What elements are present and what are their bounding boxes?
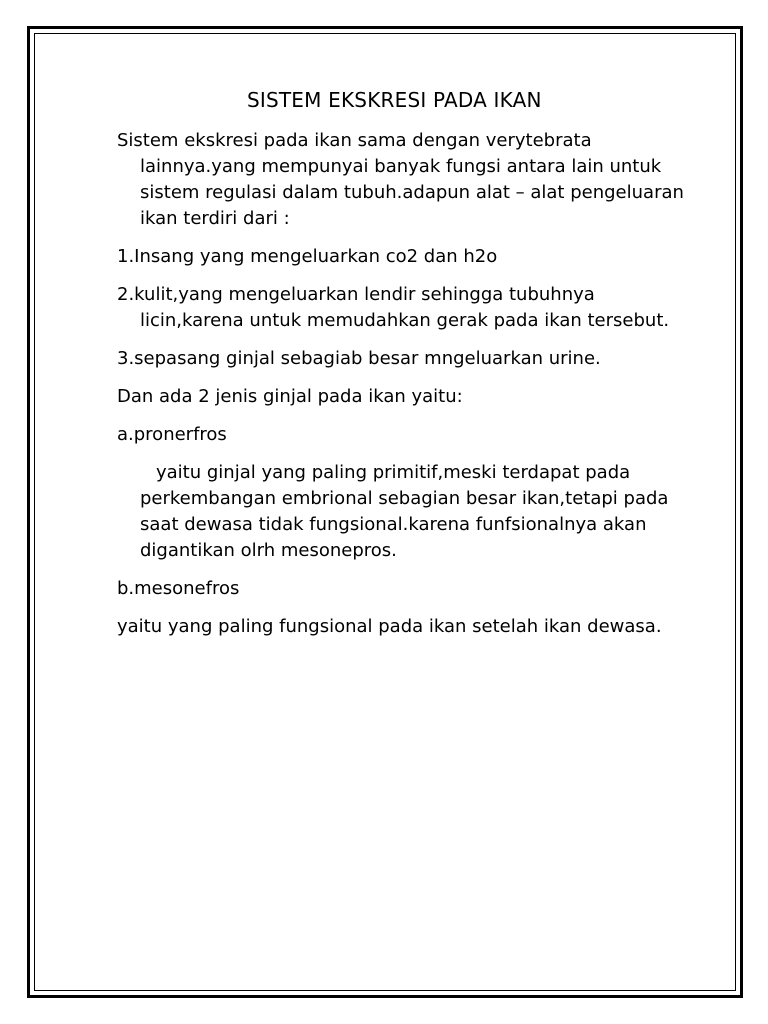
paragraph-pronefros-desc: yaitu ginjal yang paling primitif,meski terdapat pada perkembangan embrional sebagian besar ikan,tetapi pada saat dewasa tidak fungsional.karena funfsionalnya akan digantikan olrh mesonepros. [140,462,669,561]
paragraph-mesonefros-heading: b.mesonefros [117,578,240,599]
paragraph-mesonefros-desc: yaitu yang paling fungsional pada ikan setelah ikan dewasa. [117,616,662,637]
paragraph-pronefros-heading: a.pronerfros [117,424,227,445]
paragraph-item-3: 3.sepasang ginjal sebagiab besar mngeluarkan urine. [117,348,601,369]
document-body [117,86,687,640]
paragraph-item-1: 1.Insang yang mengeluarkan co2 dan h2o [117,246,498,267]
document-title: SISTEM EKSKRESI PADA IKAN [247,88,542,112]
paragraph-intro: Sistem ekskresi pada ikan sama dengan verytebrata lainnya.yang mempunyai banyak fungsi antara lain untuk sistem regulasi dalam tubuh.adapun alat – alat pengeluaran ikan terdiri dari : [117,130,684,229]
paragraph-item-2: 2.kulit,yang mengeluarkan lendir sehingga tubuhnya licin,karena untuk memudahkan gerak pada ikan tersebut. [117,284,670,331]
paragraph-kidney-types: Dan ada 2 jenis ginjal pada ikan yaitu: [117,386,463,407]
